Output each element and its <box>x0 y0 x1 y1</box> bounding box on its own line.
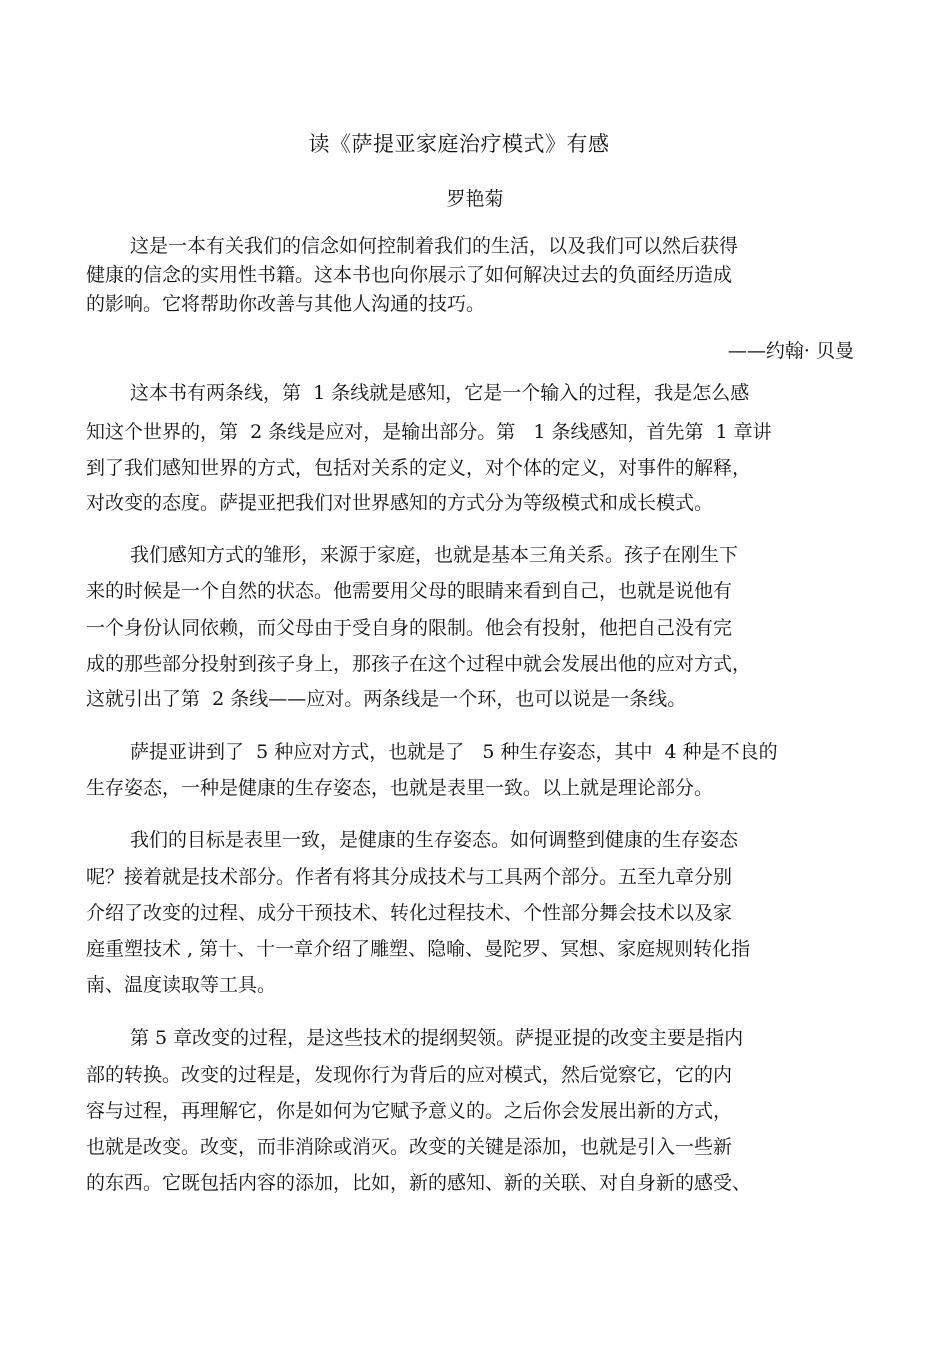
paragraph-line: 这本书有两条线，第 1 条线就是感知，它是一个输入的过程，我是怎么感 <box>130 382 750 404</box>
paragraph-line: 对改变的态度。萨提亚把我们对世界感知的方式分为等级模式和成长模式。 <box>86 492 714 514</box>
paragraph-line: 部的转换。改变的过程是，发现你行为背后的应对模式，然后觉察它，它的内 <box>86 1064 733 1086</box>
epigraph-line: 的影响。它将帮助你改善与其他人沟通的技巧。 <box>86 293 486 315</box>
paragraph-line: 一个身份认同依赖，而父母由于受自身的限制。他会有投射，他把自己没有完 <box>86 617 733 639</box>
paragraph-line: 容与过程，再理解它，你是如何为它赋予意义的。之后你会发展出新的方式， <box>86 1100 733 1122</box>
paragraph-line: 来的时候是一个自然的状态。他需要用父母的眼睛来看到自己，也就是说他有 <box>86 580 733 602</box>
paragraph-line: 我们的目标是表里一致，是健康的生存姿态。如何调整到健康的生存姿态 <box>130 829 739 851</box>
paragraph-line: 介绍了改变的过程、成分干预技术、转化过程技术、个性部分舞会技术以及家 <box>86 902 733 924</box>
paragraph-line: 到了我们感知世界的方式，包括对关系的定义，对个体的定义，对事件的解释， <box>86 457 752 479</box>
paragraph-line: 庭重塑技术 , 第十、十一章介绍了雕塑、隐喻、曼陀罗、冥想、家庭规则转化指 <box>86 938 751 960</box>
paragraph-line: 成的那些部分投射到孩子身上，那孩子在这个过程中就会发展出他的应对方式， <box>86 653 752 675</box>
epigraph-attribution: ——约翰· 贝曼 <box>727 340 854 362</box>
epigraph-line: 这是一本有关我们的信念如何控制着我们的生活，以及我们可以然后获得 <box>130 235 739 257</box>
paragraph-line: 生存姿态，一种是健康的生存姿态，也就是表里一致。以上就是理论部分。 <box>86 777 714 799</box>
paragraph-line: 第 5 章改变的过程，是这些技术的提纲契领。萨提亚提的改变主要是指内 <box>130 1027 744 1049</box>
paragraph-line: 我们感知方式的雏形，来源于家庭，也就是基本三角关系。孩子在刚生下 <box>130 544 739 566</box>
paragraph-line: 这就引出了第 2 条线——应对。两条线是一个环，也可以说是一条线。 <box>86 688 687 710</box>
paragraph-line: 呢？接着就是技术部分。作者有将其分成技术与工具两个部分。五至九章分别 <box>86 866 733 888</box>
document-author: 罗艳菊 <box>446 188 504 210</box>
paragraph-line: 知这个世界的，第 2 条线是应对，是输出部分。第 1 条线感知，首先第 1 章讲 <box>86 421 772 443</box>
document-title: 读《萨提亚家庭治疗模式》有感 <box>308 132 610 156</box>
paragraph-line: 也就是改变。改变，而非消除或消灭。改变的关键是添加，也就是引入一些新 <box>86 1136 733 1158</box>
epigraph-line: 健康的信念的实用性书籍。这本书也向你展示了如何解决过去的负面经历造成 <box>86 264 733 286</box>
paragraph-line: 萨提亚讲到了 5 种应对方式，也就是了 5 种生存姿态，其中 4 种是不良的 <box>130 741 778 763</box>
paragraph-line: 南、温度读取等工具。 <box>86 974 277 996</box>
paragraph-line: 的东西。它既包括内容的添加，比如，新的感知、新的关联、对自身新的感受、 <box>86 1172 752 1194</box>
